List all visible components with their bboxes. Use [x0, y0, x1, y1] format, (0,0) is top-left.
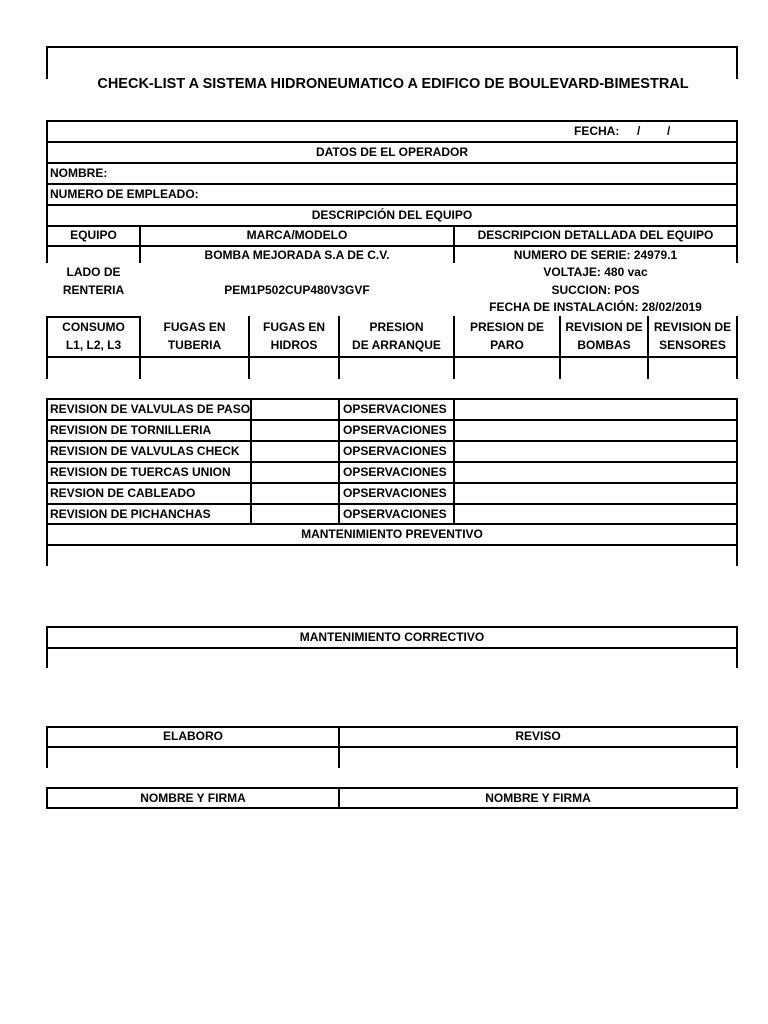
- empleado-label: NUMERO DE EMPLEADO:: [50, 187, 199, 201]
- col-equipo-header: EQUIPO: [70, 228, 117, 242]
- nombre-label: NOMBRE:: [50, 166, 108, 180]
- fecha-slashes: / /: [637, 124, 671, 138]
- check-sensores-label2: SENSORES: [659, 338, 726, 352]
- check-bombas-label1: REVISION DE: [565, 320, 643, 334]
- check-presion-arranque-label2: DE ARRANQUE: [352, 338, 441, 352]
- revision-item: REVSION DE CABLEADO: [50, 486, 196, 500]
- check-consumo-label1: CONSUMO: [62, 320, 125, 334]
- revision-item: REVISION DE VALVULAS CHECK: [50, 444, 240, 458]
- grid-line: [46, 356, 738, 358]
- grid-line: [46, 647, 738, 649]
- revision-item: REVISION DE PICHANCHAS: [50, 507, 211, 521]
- observaciones-label: OPSERVACIONES: [343, 486, 447, 500]
- equipo-value-line2: RENTERIA: [62, 283, 125, 297]
- equipo-value-line1: LADO DE: [66, 265, 121, 279]
- preventivo-section-header: MANTENIMIENTO PREVENTIVO: [301, 527, 483, 541]
- check-presion-paro-label2: PARO: [490, 338, 524, 352]
- modelo-value: PEM1P502CUP480V3GVF: [224, 283, 370, 297]
- instalacion-value: FECHA DE INSTALACIÓN: 28/02/2019: [489, 300, 702, 314]
- reviso-label: REVISO: [515, 729, 561, 743]
- check-presion-paro-label1: PRESION DE: [469, 320, 544, 334]
- grid-line: [453, 398, 455, 525]
- revision-item: REVISION DE TORNILLERIA: [50, 423, 212, 437]
- correctivo-section-header: MANTENIMIENTO CORRECTIVO: [299, 630, 485, 644]
- observaciones-label: OPSERVACIONES: [343, 507, 447, 521]
- grid-line: [736, 120, 738, 263]
- voltaje-value: VOLTAJE: 480 vac: [543, 265, 648, 279]
- page-title: CHECK-LIST A SISTEMA HIDRONEUMATICO A EDIFICO DE BOULEVARD-BIMESTRAL: [97, 76, 689, 92]
- serie-value: NUMERO DE SERIE: 24979.1: [513, 248, 678, 262]
- col-descripcion-header: DESCRIPCION DETALLADA DEL EQUIPO: [477, 228, 714, 242]
- fecha-label: FECHA:: [574, 124, 620, 138]
- grid-line: [338, 398, 340, 525]
- grid-line: [46, 807, 738, 809]
- observaciones-label: OPSERVACIONES: [343, 402, 447, 416]
- observaciones-label: OPSERVACIONES: [343, 465, 447, 479]
- operator-section-header: DATOS DE EL OPERADOR: [315, 145, 469, 159]
- grid-line: [736, 787, 738, 809]
- col-marca-header: MARCA/MODELO: [246, 228, 348, 242]
- grid-line: [46, 746, 738, 748]
- observaciones-label: OPSERVACIONES: [343, 444, 447, 458]
- observaciones-label: OPSERVACIONES: [343, 423, 447, 437]
- grid-line: [46, 162, 738, 164]
- grid-line: [250, 398, 252, 525]
- check-fugas-tuberia-label1: FUGAS EN: [163, 320, 226, 334]
- title-frame-top: [46, 46, 738, 48]
- firma-right-label: NOMBRE Y FIRMA: [485, 791, 591, 805]
- marca-value: BOMBA MEJORADA S.A DE C.V.: [204, 248, 390, 262]
- grid-line: [736, 726, 738, 768]
- grid-line: [736, 316, 738, 379]
- revision-item: REVISION DE VALVULAS DE PASO: [50, 402, 251, 416]
- succion-value: SUCCION: POS: [551, 283, 640, 297]
- firma-left-label: NOMBRE Y FIRMA: [140, 791, 246, 805]
- grid-line: [46, 544, 738, 546]
- check-sensores-label1: REVISION DE: [653, 320, 732, 334]
- revision-item: REVISION DE TUERCAS UNION: [50, 465, 231, 479]
- check-consumo-label2: L1, L2, L3: [65, 338, 122, 352]
- grid-line: [46, 120, 738, 122]
- elaboro-label: ELABORO: [163, 729, 223, 743]
- check-presion-arranque-label1: PRESION: [369, 320, 424, 334]
- check-fugas-tuberia-label2: TUBERIA: [167, 338, 222, 352]
- check-fugas-hidros-label2: HIDROS: [270, 338, 318, 352]
- equipment-section-header: DESCRIPCIÓN DEL EQUIPO: [311, 208, 473, 222]
- grid-line: [736, 398, 738, 566]
- check-fugas-hidros-label1: FUGAS EN: [262, 320, 325, 334]
- grid-line: [736, 626, 738, 668]
- check-bombas-label2: BOMBAS: [577, 338, 631, 352]
